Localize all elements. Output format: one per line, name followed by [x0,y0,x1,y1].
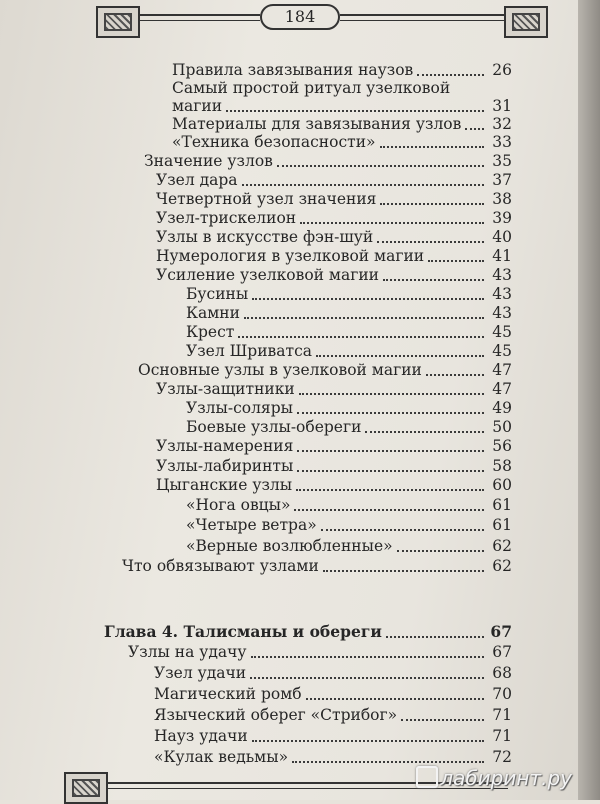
page-number: 184 [260,4,340,30]
toc-entry: Боевые узлы-обереги 50 [186,418,512,436]
toc-entry: Узел дара 37 [156,171,512,189]
toc-entry: Основные узлы в узелковой магии 47 [138,361,512,379]
toc-entry: Нумерология в узелковой магии 41 [156,247,512,265]
toc-entry: Науз удачи 71 [154,727,512,745]
toc-entry: Языческий оберег «Стрибог» 71 [154,706,512,724]
toc-entry: Крест 45 [186,323,512,341]
labirint-logo-icon [416,766,438,788]
toc-entry: Бусины 43 [186,285,512,303]
toc-entry: Узлы-защитники 47 [156,380,512,398]
toc-entry: Правила завязывания наузов 26 [172,61,512,79]
toc-entry: Материалы для завязывания узлов 32 [172,115,512,133]
toc-entry: Магический ромб 70 [154,685,512,703]
toc-entry: Узел-трискелион 39 [156,209,512,227]
toc-entry: Узел удачи 68 [154,664,512,682]
toc-entry: «Нога овцы» 61 [186,496,512,514]
toc-entry: Узлы-намерения 56 [156,437,512,455]
toc-entry: Узлы в искусстве фэн-шуй 40 [156,228,512,246]
watermark-text: лабиринт.ру [440,766,572,790]
toc-entry: «Четыре ветра» 61 [186,516,512,534]
toc-entry: Узел Шриватса 45 [186,342,512,360]
toc-entry: Узлы на удачу 67 [128,643,512,661]
toc-entry: Камни 43 [186,304,512,322]
toc-entry: Что обвязывают узлами 62 [122,557,512,575]
toc-entry: Самый простой ритуал узелковой [172,79,451,97]
toc-entry: магии 31 [172,97,512,115]
toc-entry: Четвертной узел значения 38 [156,190,512,208]
toc-entry: Значение узлов 35 [144,152,512,170]
toc-entry: Узлы-соляры 49 [186,399,512,417]
chapter-heading: Глава 4. Талисманы и обереги 67 [104,622,512,641]
toc-entry: «Верные возлюбленные» 62 [186,537,512,555]
toc-entry: Цыганские узлы 60 [156,476,512,494]
watermark-logo [416,766,572,790]
toc-entry: «Техника безопасности» 33 [172,133,512,151]
toc-entry: «Кулак ведьмы» 72 [154,748,512,766]
toc-entry: Узлы-лабиринты 58 [156,457,512,475]
toc-entry: Усиление узелковой магии 43 [156,266,512,284]
